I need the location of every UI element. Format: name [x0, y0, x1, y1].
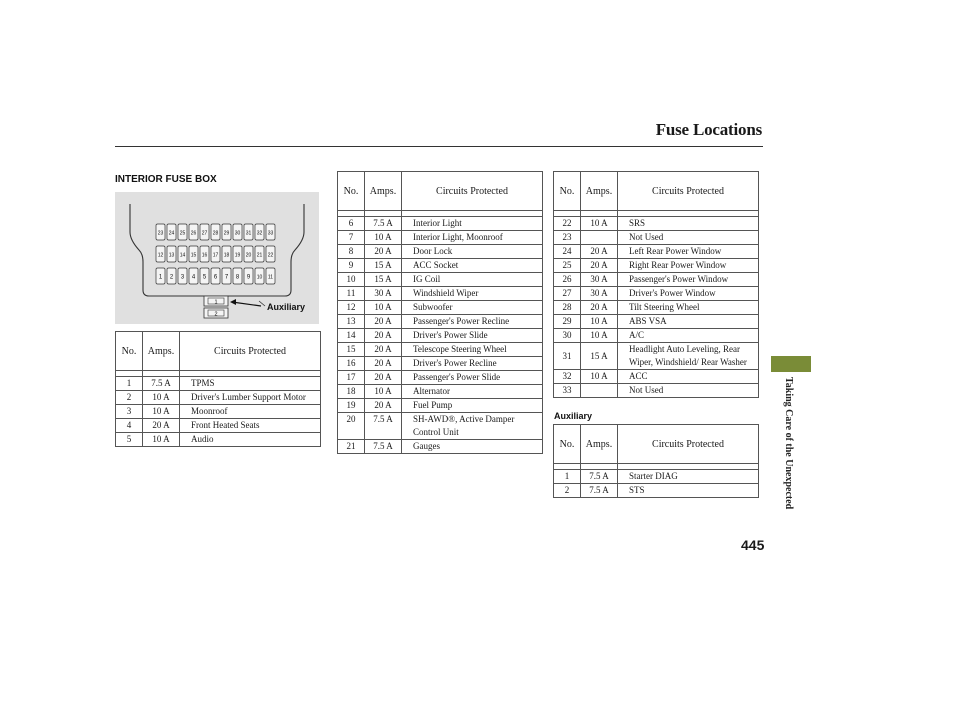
table-row — [338, 315, 543, 329]
cell-no: 17 — [338, 371, 365, 385]
fuse-slot-label: 17 — [212, 252, 219, 259]
cell-no: 13 — [338, 315, 365, 329]
cell-amps: 7.5 A — [365, 413, 402, 440]
fuse-table-1 — [115, 331, 321, 447]
fuse-slot-label: 14 — [179, 252, 186, 259]
cell-no: 18 — [338, 385, 365, 399]
cell-circuit: Subwoofer — [402, 301, 543, 315]
cell-no: 15 — [338, 343, 365, 357]
table-row — [338, 301, 543, 315]
fuse-box-diagram — [115, 192, 319, 324]
cell-no: 26 — [554, 273, 581, 287]
cell-amps: 20 A — [365, 245, 402, 259]
fuse-slot-label: 10 — [256, 274, 263, 281]
fuse-slot — [178, 268, 187, 284]
table-row — [338, 399, 543, 413]
table-row — [554, 259, 759, 273]
fuse-slot-label: 12 — [157, 252, 164, 259]
table-row — [554, 329, 759, 343]
cell-circuit: Starter DIAG — [618, 470, 759, 484]
table-row — [554, 301, 759, 315]
cell-amps: 7.5 A — [365, 217, 402, 231]
cell-circuit: Left Rear Power Window — [618, 245, 759, 259]
cell-amps: 20 A — [143, 419, 180, 433]
page-title: Fuse Locations — [655, 120, 762, 139]
fuse-slot — [233, 268, 242, 284]
fuse-slot — [189, 246, 198, 262]
header-no: No. — [116, 332, 143, 371]
aux-fuse-label: 2 — [214, 311, 218, 318]
cell-amps: 15 A — [365, 259, 402, 273]
cell-amps: 15 A — [365, 273, 402, 287]
fuse-slot — [167, 224, 176, 240]
fuse-slot — [156, 224, 165, 240]
fuse-slot-label: 11 — [267, 274, 274, 281]
cell-amps: 10 A — [365, 301, 402, 315]
header-amps: Amps. — [581, 172, 618, 211]
fuse-slot-label: 24 — [168, 230, 175, 237]
fuse-slot-label: 28 — [212, 230, 219, 237]
cell-no: 16 — [338, 357, 365, 371]
table-row — [116, 419, 321, 433]
fuse-slot-label: 30 — [234, 230, 241, 237]
table-row — [554, 343, 759, 370]
cell-no: 6 — [338, 217, 365, 231]
cell-no: 29 — [554, 315, 581, 329]
fuse-slot — [255, 268, 264, 284]
cell-amps: 30 A — [581, 273, 618, 287]
cell-amps — [581, 231, 618, 245]
table-row — [554, 315, 759, 329]
cell-circuit: ACC Socket — [402, 259, 543, 273]
cell-amps: 7.5 A — [143, 377, 180, 391]
cell-no: 5 — [116, 433, 143, 447]
table-row — [338, 329, 543, 343]
cell-amps: 20 A — [365, 343, 402, 357]
cell-no: 22 — [554, 217, 581, 231]
cell-amps: 10 A — [581, 329, 618, 343]
cell-no: 30 — [554, 329, 581, 343]
fuse-slot — [200, 268, 209, 284]
cell-no: 23 — [554, 231, 581, 245]
table-row — [554, 287, 759, 301]
fuse-slot-label: 9 — [246, 274, 251, 281]
table-row — [554, 231, 759, 245]
cell-no: 4 — [116, 419, 143, 433]
cell-amps: 7.5 A — [365, 440, 402, 454]
aux-fuse-slot — [204, 308, 228, 318]
cell-no: 12 — [338, 301, 365, 315]
auxiliary-heading: Auxiliary — [554, 411, 593, 421]
table-row — [338, 343, 543, 357]
table-row — [338, 259, 543, 273]
fuse-slot-label: 20 — [245, 252, 252, 259]
cell-circuit: Interior Light — [402, 217, 543, 231]
fuse-slot-label: 27 — [201, 230, 208, 237]
fuse-slot — [233, 224, 242, 240]
cell-circuit: Right Rear Power Window — [618, 259, 759, 273]
page-number: 445 — [741, 537, 765, 553]
cell-no: 1 — [116, 377, 143, 391]
cell-no: 14 — [338, 329, 365, 343]
fuse-slot — [222, 246, 231, 262]
fuse-slot — [255, 246, 264, 262]
cell-amps: 10 A — [143, 391, 180, 405]
table-row — [116, 391, 321, 405]
section-tab-label: Taking Care of the Unexpected — [783, 377, 794, 510]
cell-circuit: Passenger's Power Slide — [402, 371, 543, 385]
fuse-slot — [266, 224, 275, 240]
cell-amps: 20 A — [581, 245, 618, 259]
cell-amps: 30 A — [365, 287, 402, 301]
table-row — [338, 371, 543, 385]
fuse-slot-label: 1 — [158, 274, 163, 281]
fuse-slot — [167, 246, 176, 262]
table-row — [338, 273, 543, 287]
cell-amps: 20 A — [581, 259, 618, 273]
auxiliary-callout: Auxiliary — [267, 302, 306, 312]
aux-fuse-slot — [204, 296, 228, 306]
header-no: No. — [338, 172, 365, 211]
cell-amps: 15 A — [581, 343, 618, 370]
cell-circuit: Driver's Power Slide — [402, 329, 543, 343]
cell-no: 11 — [338, 287, 365, 301]
fuse-slot-label: 21 — [256, 252, 263, 259]
header-no: No. — [554, 425, 581, 464]
table-row — [116, 433, 321, 447]
header-circuits: Circuits Protected — [402, 172, 543, 211]
cell-amps: 7.5 A — [581, 484, 618, 498]
fuse-slot-label: 8 — [235, 274, 240, 281]
cell-circuit: STS — [618, 484, 759, 498]
fuse-slot-label: 31 — [245, 230, 252, 237]
fuse-slot-label: 15 — [190, 252, 197, 259]
header-amps: Amps. — [365, 172, 402, 211]
fuse-slot — [211, 224, 220, 240]
fuse-slot-label: 16 — [201, 252, 208, 259]
table-row — [338, 245, 543, 259]
fuse-slot — [255, 224, 264, 240]
table-row — [338, 440, 543, 454]
cell-no: 10 — [338, 273, 365, 287]
fuse-slot-label: 3 — [180, 274, 185, 281]
cell-circuit: Fuel Pump — [402, 399, 543, 413]
fuse-slot — [211, 246, 220, 262]
cell-no: 21 — [338, 440, 365, 454]
table-row — [554, 384, 759, 398]
cell-amps: 10 A — [143, 433, 180, 447]
cell-circuit: TPMS — [180, 377, 321, 391]
cell-circuit: ABS VSA — [618, 315, 759, 329]
fuse-slot-label: 25 — [179, 230, 186, 237]
table-row — [338, 385, 543, 399]
fuse-slot-label: 19 — [234, 252, 241, 259]
fuse-slot-label: 32 — [256, 230, 263, 237]
cell-circuit: Door Lock — [402, 245, 543, 259]
fuse-slot — [233, 246, 242, 262]
cell-no: 2 — [554, 484, 581, 498]
fuse-slot-label: 18 — [223, 252, 230, 259]
fuse-slot-label: 4 — [191, 274, 196, 281]
cell-circuit: Not Used — [618, 384, 759, 398]
table-row — [554, 217, 759, 231]
cell-circuit: Gauges — [402, 440, 543, 454]
fuse-slot-label: 23 — [157, 230, 164, 237]
table-row — [554, 370, 759, 384]
cell-circuit: IG Coil — [402, 273, 543, 287]
cell-no: 24 — [554, 245, 581, 259]
table-row — [338, 287, 543, 301]
cell-circuit: Tilt Steering Wheel — [618, 301, 759, 315]
cell-amps: 20 A — [365, 371, 402, 385]
fuse-slot — [156, 268, 165, 284]
cell-amps: 20 A — [365, 357, 402, 371]
fuse-slot-label: 6 — [213, 274, 218, 281]
table-row — [116, 405, 321, 419]
cell-amps: 20 A — [365, 315, 402, 329]
fuse-slot — [189, 268, 198, 284]
fuse-slot-label: 7 — [224, 274, 229, 281]
cell-circuit: Front Heated Seats — [180, 419, 321, 433]
cell-circuit: Interior Light, Moonroof — [402, 231, 543, 245]
header-amps: Amps. — [581, 425, 618, 464]
cell-amps: 10 A — [581, 217, 618, 231]
cell-no: 2 — [116, 391, 143, 405]
cell-circuit: Alternator — [402, 385, 543, 399]
fuse-box-illustration — [115, 192, 319, 324]
fuse-slot — [178, 224, 187, 240]
cell-no: 8 — [338, 245, 365, 259]
cell-no: 33 — [554, 384, 581, 398]
fuse-slot — [266, 268, 275, 284]
table-row — [338, 357, 543, 371]
cell-circuit: Passenger's Power Recline — [402, 315, 543, 329]
header-no: No. — [554, 172, 581, 211]
cell-no: 1 — [554, 470, 581, 484]
cell-amps: 10 A — [143, 405, 180, 419]
fuse-table-3 — [553, 171, 759, 398]
fuse-slot — [244, 246, 253, 262]
cell-amps: 10 A — [365, 231, 402, 245]
fuse-slot-label: 13 — [168, 252, 175, 259]
header-circuits: Circuits Protected — [618, 425, 759, 464]
cell-circuit: Audio — [180, 433, 321, 447]
fuse-slot-label: 33 — [267, 230, 274, 237]
cell-circuit: Windshield Wiper — [402, 287, 543, 301]
cell-no: 31 — [554, 343, 581, 370]
cell-amps: 10 A — [581, 315, 618, 329]
fuse-slot — [266, 246, 275, 262]
cell-amps — [581, 384, 618, 398]
auxiliary-fuse-table — [553, 424, 759, 498]
cell-no: 28 — [554, 301, 581, 315]
cell-circuit: Driver's Power Window — [618, 287, 759, 301]
section-tab — [771, 356, 811, 372]
header-circuits: Circuits Protected — [618, 172, 759, 211]
fuse-slot-label: 5 — [202, 274, 207, 281]
cell-amps: 7.5 A — [581, 470, 618, 484]
fuse-slot — [189, 224, 198, 240]
cell-circuit: Driver's Power Recline — [402, 357, 543, 371]
cell-amps: 20 A — [365, 399, 402, 413]
header-circuits: Circuits Protected — [180, 332, 321, 371]
table-row — [338, 231, 543, 245]
fuse-slot — [200, 246, 209, 262]
cell-amps: 20 A — [365, 329, 402, 343]
fuse-slot — [156, 246, 165, 262]
fuse-slot-label: 29 — [223, 230, 230, 237]
cell-circuit: SRS — [618, 217, 759, 231]
cell-circuit: A/C — [618, 329, 759, 343]
cell-circuit: Telescope Steering Wheel — [402, 343, 543, 357]
cell-circuit: Passenger's Power Window — [618, 273, 759, 287]
cell-no: 32 — [554, 370, 581, 384]
fuse-slot — [244, 224, 253, 240]
fuse-slot — [211, 268, 220, 284]
aux-fuse-label: 1 — [214, 299, 218, 306]
cell-no: 7 — [338, 231, 365, 245]
table-row — [554, 470, 759, 484]
header-amps: Amps. — [143, 332, 180, 371]
fuse-slot-label: 2 — [169, 274, 174, 281]
cell-circuit: SH-AWD®, Active Damper Control Unit — [402, 413, 543, 440]
fuse-slot — [200, 224, 209, 240]
table-row — [338, 217, 543, 231]
fuse-slot — [167, 268, 176, 284]
fuse-slot-label: 26 — [190, 230, 197, 237]
cell-circuit: Headlight Auto Leveling, Rear Wiper, Windshield/ Rear Washer — [618, 343, 759, 370]
cell-no: 19 — [338, 399, 365, 413]
table-row — [554, 484, 759, 498]
cell-circuit: ACC — [618, 370, 759, 384]
interior-fuse-box-heading: INTERIOR FUSE BOX — [115, 174, 217, 185]
fuse-slot-label: 22 — [267, 252, 274, 259]
cell-amps: 10 A — [365, 385, 402, 399]
table-row — [554, 273, 759, 287]
fuse-slot — [178, 246, 187, 262]
cell-circuit: Moonroof — [180, 405, 321, 419]
cell-no: 9 — [338, 259, 365, 273]
cell-no: 27 — [554, 287, 581, 301]
fuse-slot — [222, 224, 231, 240]
fuse-table-2 — [337, 171, 543, 454]
table-row — [116, 377, 321, 391]
fuse-slot — [222, 268, 231, 284]
cell-amps: 20 A — [581, 301, 618, 315]
cell-amps: 10 A — [581, 370, 618, 384]
title-rule — [115, 146, 763, 147]
fuse-slot — [244, 268, 253, 284]
cell-amps: 30 A — [581, 287, 618, 301]
cell-circuit: Driver's Lumber Support Motor — [180, 391, 321, 405]
cell-no: 3 — [116, 405, 143, 419]
cell-no: 25 — [554, 259, 581, 273]
table-row — [554, 245, 759, 259]
table-row — [338, 413, 543, 440]
cell-circuit: Not Used — [618, 231, 759, 245]
cell-no: 20 — [338, 413, 365, 440]
